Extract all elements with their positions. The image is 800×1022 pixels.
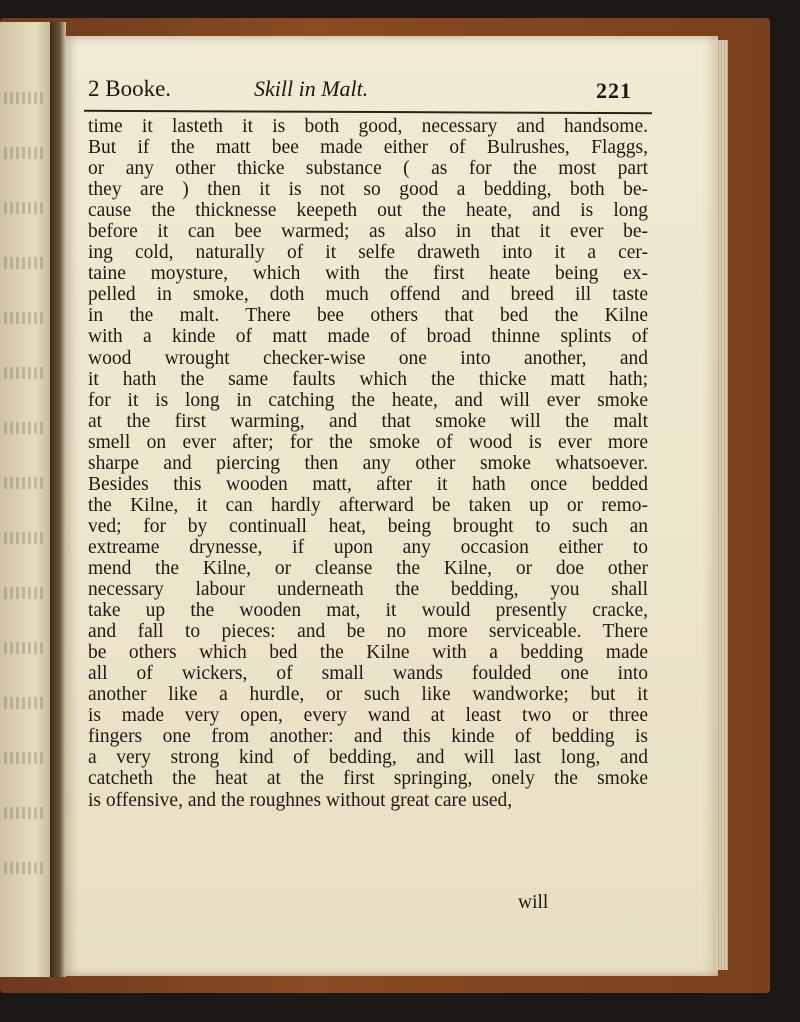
text-line: at the first warming, and that smoke will the malt bbox=[88, 410, 648, 432]
text-line: they are ) then it is not so good a bedding, both be- bbox=[88, 179, 648, 201]
text-line: taine moysture, which with the first heate being ex- bbox=[88, 263, 648, 285]
text-line: pelled in smoke, doth much offend and breed ill taste bbox=[88, 284, 648, 306]
text-line: Besides this wooden matt, after it hath once bedded bbox=[88, 473, 648, 495]
body-text bbox=[88, 116, 648, 811]
page-number: 221 bbox=[596, 78, 632, 103]
text-line: with a kinde of matt made of broad thinne splints of bbox=[88, 326, 648, 348]
text-line: all of wickers, of small wands foulded one into bbox=[88, 663, 648, 685]
text-line: cause the thicknesse keepeth out the heate, and is long bbox=[88, 200, 648, 222]
book-section-label: 2 Booke. bbox=[88, 76, 172, 101]
text-line: ved; for by continuall heat, being brought to such an bbox=[88, 515, 648, 537]
text-line: take up the wooden mat, it would presently cracke, bbox=[88, 600, 648, 622]
text-line: is offensive, and the roughnes without great care used, bbox=[88, 789, 513, 811]
text-line: mend the Kilne, or cleanse the Kilne, or doe other bbox=[88, 557, 648, 579]
text-line: another like a hurdle, or such like wandworke; but it bbox=[88, 684, 648, 706]
text-line: is made very open, every wand at least two or three bbox=[88, 705, 648, 727]
text-line: time it lasteth it is both good, necessary and handsome. bbox=[88, 116, 648, 137]
text-line: necessary labour underneath the bedding, you shall bbox=[88, 579, 648, 601]
text-line: catcheth the heat at the first springing, onely the smoke bbox=[88, 768, 648, 790]
text-line: sharpe and piercing then any other smoke whatsoever. bbox=[88, 452, 648, 474]
text-line: for it is long in catching the heate, and will ever smoke bbox=[88, 389, 648, 411]
page-edges bbox=[716, 40, 728, 970]
text-line: But if the matt bee made either of Bulrushes, Flaggs, bbox=[88, 137, 648, 159]
text-line: fingers one from another: and this kinde of bedding is bbox=[88, 726, 648, 748]
page-heading: Skill in Malt. bbox=[254, 76, 369, 101]
text-line: in the malt. There bee others that bed the Kilne bbox=[88, 305, 648, 327]
text-line: the Kilne, it can hardly afterward be taken up or remo- bbox=[88, 494, 648, 516]
text-line: smell on ever after; for the smoke of wood is ever more bbox=[88, 431, 648, 453]
text-line: ing cold, naturally of it selfe draweth into it a cer- bbox=[88, 242, 648, 264]
text-line: before it can bee warmed; as also in that it ever be- bbox=[88, 221, 648, 243]
text-line: and fall to pieces: and be no more serviceable. There bbox=[88, 621, 648, 643]
text-line: it hath the same faults which the thicke matt hath; bbox=[88, 368, 648, 390]
book-gutter bbox=[50, 22, 66, 977]
catchword: will bbox=[518, 892, 549, 913]
text-line: or any other thicke substance ( as for the most part bbox=[88, 158, 648, 180]
text-line: wood wrought checker-wise one into another, and bbox=[88, 347, 648, 369]
text-line: be others which bed the Kilne with a bedding made bbox=[88, 642, 648, 664]
running-head bbox=[88, 76, 632, 110]
text-line: extreame drynesse, if upon any occasion either to bbox=[88, 536, 648, 558]
text-line: a very strong kind of bedding, and will last long, and bbox=[88, 747, 648, 769]
